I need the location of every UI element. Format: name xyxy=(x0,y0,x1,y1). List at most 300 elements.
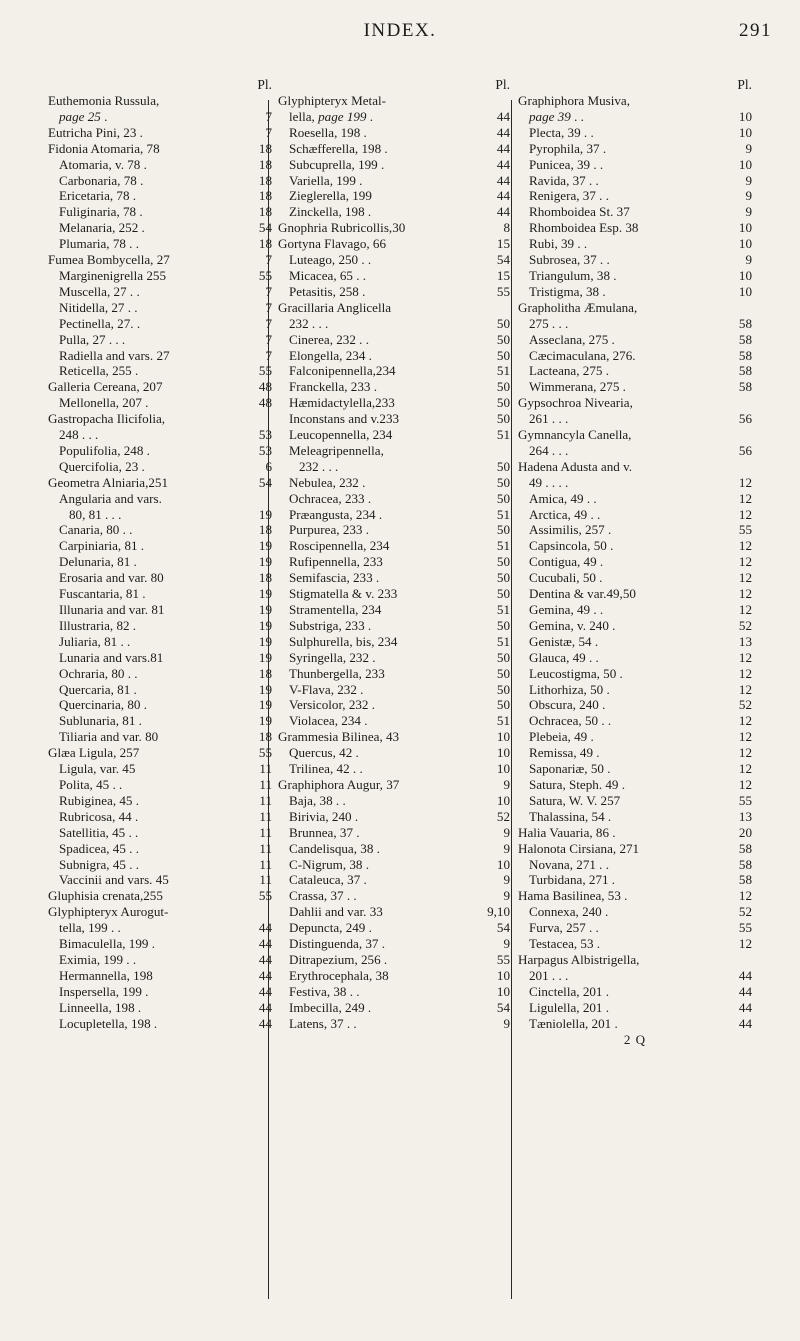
entry-text: Glæa Ligula, 257 xyxy=(48,745,140,761)
index-entry xyxy=(518,920,752,936)
index-entry xyxy=(518,348,752,364)
index-entry xyxy=(48,554,272,570)
plate-number: 52 xyxy=(738,904,752,920)
index-entry xyxy=(518,618,752,634)
plate-number: 50 xyxy=(496,617,510,633)
index-entry xyxy=(48,332,272,348)
index-entry xyxy=(518,888,752,904)
index-entry xyxy=(278,141,510,157)
index-entry xyxy=(518,204,752,220)
index-entry xyxy=(278,634,510,650)
index-entry xyxy=(48,586,272,602)
plate-number: 10 xyxy=(738,220,752,236)
plate-number: 9 xyxy=(503,872,510,888)
entry-text: Remissa, 49 . xyxy=(529,745,600,761)
entry-text: Lacteana, 275 . xyxy=(529,363,609,379)
index-entry xyxy=(518,141,752,157)
plate-number: 19 xyxy=(258,633,272,649)
entry-text: Cucubali, 50 . xyxy=(529,570,603,586)
entry-text: Satellitia, 45 . . xyxy=(59,824,139,840)
plate-number: 12 xyxy=(738,586,752,602)
index-entry xyxy=(278,395,510,411)
entry-text: Cinctella, 201 . xyxy=(529,983,610,999)
index-entry xyxy=(278,252,510,268)
index-entry xyxy=(48,713,272,729)
index-entry xyxy=(518,300,752,316)
running-head-title: INDEX. xyxy=(363,20,437,41)
plate-number: 55 xyxy=(258,745,272,761)
plate-number: 53 xyxy=(258,442,272,458)
plate-number: 12 xyxy=(738,474,752,490)
plate-number: 50 xyxy=(496,315,510,331)
index-entry xyxy=(48,188,272,204)
plate-number: 55 xyxy=(258,267,272,283)
plate-number: 19 xyxy=(258,554,272,570)
plate-number: 51 xyxy=(496,538,510,554)
index-entry xyxy=(48,173,272,189)
entry-text: page 25 . xyxy=(59,108,108,124)
entry-text: Quercus, 42 . xyxy=(289,745,359,761)
plate-number: 50 xyxy=(496,586,510,602)
entry-text: Ochraria, 80 . . xyxy=(59,665,138,681)
plate-number: 52 xyxy=(738,617,752,633)
plate-number: 55 xyxy=(738,792,752,808)
plate-number: 11 xyxy=(259,872,272,888)
entry-text: Spadicea, 45 . . xyxy=(59,840,139,856)
index-entry xyxy=(518,872,752,888)
plate-number: 44 xyxy=(738,1015,752,1031)
plate-number: 44 xyxy=(258,920,272,936)
entry-text: Grapholitha Æmulana, xyxy=(518,299,638,315)
index-entry xyxy=(48,348,272,364)
index-entry xyxy=(278,157,510,173)
index-entry xyxy=(48,427,272,443)
plate-number: 10 xyxy=(738,156,752,172)
plate-number: 9 xyxy=(503,776,510,792)
entry-text: Satura, W. V. 257 xyxy=(529,792,621,808)
entry-text: Asseclana, 275 . xyxy=(529,331,615,347)
index-entry xyxy=(278,284,510,300)
index-column-2 xyxy=(278,76,510,1341)
plate-number: 12 xyxy=(738,649,752,665)
index-entry xyxy=(48,666,272,682)
entry-text: Depuncta, 249 . xyxy=(289,920,372,936)
index-entry xyxy=(518,188,752,204)
index-entry xyxy=(518,809,752,825)
entry-text: Ravida, 37 . . xyxy=(529,172,599,188)
plate-number: 58 xyxy=(738,315,752,331)
plate-number: 50 xyxy=(496,411,510,427)
entry-text: Meleagripennella, xyxy=(289,442,384,458)
index-entry xyxy=(48,729,272,745)
index-entry xyxy=(48,825,272,841)
plate-number: 12 xyxy=(738,490,752,506)
index-entry xyxy=(48,697,272,713)
entry-text: Glyphipteryx Aurogut- xyxy=(48,904,169,920)
plate-number: 44 xyxy=(496,124,510,140)
entry-text: Subrosea, 37 . . xyxy=(529,252,610,268)
entry-text: Graphiphora Augur, 37 xyxy=(278,776,400,792)
plate-number: 44 xyxy=(258,951,272,967)
plate-number: 12 xyxy=(738,713,752,729)
plate-number: 50 xyxy=(496,665,510,681)
plate-column-heading: Pl. xyxy=(495,77,510,92)
plate-number: 7 xyxy=(265,347,272,363)
entry-text: Plecta, 39 . . xyxy=(529,124,594,140)
plate-number: 50 xyxy=(496,347,510,363)
plate-number: 10 xyxy=(738,108,752,124)
entry-text: Syringella, 232 . xyxy=(289,649,376,665)
plate-number: 54 xyxy=(496,999,510,1015)
index-entry xyxy=(518,332,752,348)
plate-number: 50 xyxy=(496,649,510,665)
plate-number: 54 xyxy=(258,220,272,236)
plate-number: 12 xyxy=(738,665,752,681)
index-entry xyxy=(518,936,752,952)
plate-number: 44 xyxy=(496,188,510,204)
index-entry xyxy=(518,1000,752,1016)
index-entry xyxy=(518,904,752,920)
entry-text: Novana, 271 . . xyxy=(529,856,610,872)
entry-text: Obscura, 240 . xyxy=(529,697,606,713)
plate-number: 55 xyxy=(496,283,510,299)
plate-number: 18 xyxy=(258,665,272,681)
entry-text: Tristigma, 38 . xyxy=(529,283,606,299)
index-entry xyxy=(48,904,272,920)
index-entry xyxy=(48,809,272,825)
entry-text: Leucopennella, 234 xyxy=(289,427,393,443)
plate-number: 44 xyxy=(496,172,510,188)
index-entry xyxy=(278,697,510,713)
index-entry xyxy=(48,459,272,475)
index-entry xyxy=(278,777,510,793)
index-entry xyxy=(278,268,510,284)
index-entry xyxy=(518,125,752,141)
entry-text: Gnophria Rubricollis,30 xyxy=(278,220,406,236)
plate-number: 55 xyxy=(738,920,752,936)
plate-number: 44 xyxy=(496,204,510,220)
plate-number: 18 xyxy=(258,522,272,538)
index-entry xyxy=(48,650,272,666)
plate-number: 7 xyxy=(265,252,272,268)
entry-text: Ligulella, 201 . xyxy=(529,999,610,1015)
plate-number: 44 xyxy=(738,967,752,983)
entry-text: Stigmatella & v. 233 xyxy=(289,586,398,602)
plate-number: 9 xyxy=(745,252,752,268)
index-entry xyxy=(518,268,752,284)
entry-text: Assimilis, 257 . xyxy=(529,522,612,538)
index-entry xyxy=(278,475,510,491)
index-entry xyxy=(278,109,510,125)
plate-number: 10 xyxy=(496,792,510,808)
index-entry xyxy=(48,634,272,650)
entry-text: Roesella, 198 . xyxy=(289,124,367,140)
entry-text: Thalassina, 54 . xyxy=(529,808,612,824)
index-entry xyxy=(518,586,752,602)
entry-text: Rhomboidea St. 37 xyxy=(529,204,630,220)
index-entry xyxy=(518,857,752,873)
entry-text: Pulla, 27 . . . xyxy=(59,331,126,347)
entry-text: Leucostigma, 50 . xyxy=(529,665,623,681)
entry-text: Inconstans and v.233 xyxy=(289,411,400,427)
entry-text: 232 . . . xyxy=(299,458,339,474)
index-entry xyxy=(48,984,272,1000)
plate-number: 55 xyxy=(496,951,510,967)
index-entry xyxy=(48,618,272,634)
plate-number: 7 xyxy=(265,315,272,331)
plate-number: 7 xyxy=(265,283,272,299)
entry-text: Triangulum, 38 . xyxy=(529,267,617,283)
plate-number: 56 xyxy=(738,411,752,427)
plate-number: 51 xyxy=(496,427,510,443)
plate-number: 50 xyxy=(496,570,510,586)
entry-text: Pyrophila, 37 . xyxy=(529,140,607,156)
entry-text: 261 . . . xyxy=(529,411,569,427)
index-entry xyxy=(48,952,272,968)
entry-text: Roscipennella, 234 xyxy=(289,538,390,554)
running-head xyxy=(0,20,800,44)
entry-text: Rubricosa, 44 . xyxy=(59,808,139,824)
index-entry xyxy=(48,522,272,538)
plate-number: 9,10 xyxy=(487,904,510,920)
index-entry xyxy=(518,236,752,252)
index-entry xyxy=(48,761,272,777)
plate-number: 18 xyxy=(258,204,272,220)
entry-text: Geometra Alniaria,251 xyxy=(48,474,168,490)
plate-number: 9 xyxy=(503,824,510,840)
entry-text: Eutricha Pini, 23 . xyxy=(48,124,143,140)
entry-text: Cataleuca, 37 . xyxy=(289,872,367,888)
index-entry xyxy=(278,522,510,538)
plate-number: 10 xyxy=(738,236,752,252)
entry-text: Bimaculella, 199 . xyxy=(59,936,155,952)
plate-number: 18 xyxy=(258,188,272,204)
entry-text: Violacea, 234 . xyxy=(289,713,368,729)
plate-number: 15 xyxy=(496,267,510,283)
entry-text: Hadena Adusta and v. xyxy=(518,458,633,474)
index-entry xyxy=(278,650,510,666)
entry-text: Ligula, var. 45 xyxy=(59,761,136,777)
entry-text: Præangusta, 234 . xyxy=(289,506,383,522)
plate-number: 55 xyxy=(258,363,272,379)
index-entry xyxy=(278,618,510,634)
entry-text: Fidonia Atomaria, 78 xyxy=(48,140,160,156)
index-entry xyxy=(278,713,510,729)
entry-text: C-Nigrum, 38 . xyxy=(289,856,370,872)
entry-text: Micacea, 65 . . xyxy=(289,267,367,283)
plate-number: 11 xyxy=(259,824,272,840)
index-entry xyxy=(518,952,752,968)
entry-text: Festiva, 38 . . xyxy=(289,983,360,999)
index-entry xyxy=(278,841,510,857)
plate-number: 53 xyxy=(258,427,272,443)
plate-number: 58 xyxy=(738,856,752,872)
index-entry xyxy=(48,968,272,984)
index-entry xyxy=(518,713,752,729)
index-entry xyxy=(278,857,510,873)
plate-number: 8 xyxy=(503,220,510,236)
plate-number: 19 xyxy=(258,697,272,713)
entry-text: Quercinaria, 80 . xyxy=(59,697,147,713)
plate-number: 9 xyxy=(745,140,752,156)
plate-number: 12 xyxy=(738,745,752,761)
entry-text: V-Flava, 232 . xyxy=(289,681,364,697)
index-entry xyxy=(48,872,272,888)
index-entry xyxy=(278,363,510,379)
index-entry xyxy=(518,650,752,666)
plate-number: 19 xyxy=(258,617,272,633)
entry-text: lella, page 199 . xyxy=(289,108,374,124)
index-entry xyxy=(278,507,510,523)
index-entry xyxy=(278,379,510,395)
entry-text: 232 . . . xyxy=(289,315,329,331)
plate-number: 19 xyxy=(258,602,272,617)
index-entry xyxy=(48,395,272,411)
index-entry xyxy=(278,125,510,141)
entry-text: Carpiniaria, 81 . xyxy=(59,538,145,554)
entry-text: Populifolia, 248 . xyxy=(59,442,150,458)
entry-text: Thunbergella, 233 xyxy=(289,665,385,681)
index-entry xyxy=(48,491,272,507)
entry-text: Illunaria and var. 81 xyxy=(59,602,165,617)
entry-text: Angularia and vars. xyxy=(59,490,162,506)
plate-number: 50 xyxy=(496,697,510,713)
entry-text: tella, 199 . . xyxy=(59,920,121,936)
plate-number: 11 xyxy=(259,761,272,777)
entry-text: Brunnea, 37 . xyxy=(289,824,360,840)
entry-text: Saponariæ, 50 . xyxy=(529,761,611,777)
index-entry xyxy=(518,157,752,173)
index-entry xyxy=(48,1000,272,1016)
entry-text: Tæniolella, 201 . xyxy=(529,1015,618,1031)
plate-number: 19 xyxy=(258,649,272,665)
entry-text: Tiliaria and var. 80 xyxy=(59,729,159,745)
plate-number: 12 xyxy=(738,554,752,570)
plate-number: 18 xyxy=(258,156,272,172)
entry-text: Vaccinii and vars. 45 xyxy=(59,872,169,888)
entry-text: Polita, 45 . . xyxy=(59,776,123,792)
index-entry xyxy=(278,872,510,888)
entry-text: Pectinella, 27. . xyxy=(59,315,141,331)
plate-number: 9 xyxy=(503,888,510,904)
index-entry xyxy=(278,968,510,984)
plate-number: 58 xyxy=(738,840,752,856)
index-entry xyxy=(278,236,510,252)
index-entry xyxy=(518,666,752,682)
plate-number: 50 xyxy=(496,554,510,570)
entry-text: Gracillaria Anglicella xyxy=(278,299,392,315)
entry-text: 201 . . . xyxy=(529,967,569,983)
entry-text: Falconipennella,234 xyxy=(289,363,396,379)
plate-number: 9 xyxy=(745,188,752,204)
plate-number: 10 xyxy=(496,745,510,761)
entry-text: Atomaria, v. 78 . xyxy=(59,156,147,172)
entry-text: 49 . . . . xyxy=(529,474,569,490)
index-entry xyxy=(48,157,272,173)
entry-text: Arctica, 49 . . xyxy=(529,506,601,522)
index-entry xyxy=(48,841,272,857)
plate-number: 12 xyxy=(738,761,752,777)
entry-text: Baja, 38 . . xyxy=(289,792,346,808)
index-entry xyxy=(48,236,272,252)
index-entry xyxy=(518,491,752,507)
plate-number: 54 xyxy=(496,920,510,936)
plate-number: 7 xyxy=(265,299,272,315)
plate-number: 44 xyxy=(258,1015,272,1031)
entry-text: Cæcimaculana, 276. xyxy=(529,347,636,363)
plate-number: 18 xyxy=(258,570,272,586)
index-entry xyxy=(518,841,752,857)
index-entry xyxy=(48,316,272,332)
plate-number: 50 xyxy=(496,331,510,347)
index-entry xyxy=(518,395,752,411)
index-entry xyxy=(278,729,510,745)
plate-number: 6 xyxy=(265,458,272,474)
entry-text: Linneella, 198 . xyxy=(59,999,142,1015)
entry-text: Trilinea, 42 . . xyxy=(289,761,363,777)
entry-text: Sulphurella, bis, 234 xyxy=(289,633,398,649)
index-entry xyxy=(518,411,752,427)
plate-number: 50 xyxy=(496,681,510,697)
plate-number: 55 xyxy=(258,888,272,904)
index-entry xyxy=(278,825,510,841)
plate-number: 50 xyxy=(496,458,510,474)
plate-number: 10 xyxy=(738,283,752,299)
entry-text: Illustraria, 82 . xyxy=(59,617,137,633)
index-entry xyxy=(48,888,272,904)
plate-number: 50 xyxy=(496,379,510,395)
plate-number: 12 xyxy=(738,506,752,522)
index-entry xyxy=(278,920,510,936)
plate-number: 52 xyxy=(738,697,752,713)
index-entry xyxy=(278,443,510,459)
entry-text: Rhomboidea Esp. 38 xyxy=(529,220,639,236)
index-entry xyxy=(278,220,510,236)
entry-text: Nebulea, 232 . xyxy=(289,474,366,490)
index-entry xyxy=(518,379,752,395)
plate-column-heading: Pl. xyxy=(257,77,272,92)
plate-number: 11 xyxy=(259,792,272,808)
entry-text: Contigua, 49 . xyxy=(529,554,604,570)
plate-number: 10 xyxy=(496,761,510,777)
entry-text: Ochracea, 233 . xyxy=(289,490,372,506)
index-entry xyxy=(518,443,752,459)
entry-text: Nitidella, 27 . . xyxy=(59,299,138,315)
entry-text: Testacea, 53 . xyxy=(529,936,601,952)
entry-text: Plebeia, 49 . xyxy=(529,729,594,745)
entry-text: Stramentella, 234 xyxy=(289,602,382,617)
index-entry xyxy=(48,268,272,284)
entry-text: Gortyna Flavago, 66 xyxy=(278,236,387,252)
plate-number: 52 xyxy=(496,808,510,824)
plate-number: 7 xyxy=(265,331,272,347)
plate-number: 44 xyxy=(496,108,510,124)
index-entry xyxy=(278,427,510,443)
index-entry xyxy=(518,109,752,125)
plate-number: 13 xyxy=(738,808,752,824)
index-entry xyxy=(518,220,752,236)
plate-number: 7 xyxy=(265,124,272,140)
plate-number: 18 xyxy=(258,172,272,188)
index-entry xyxy=(278,316,510,332)
plate-number: 11 xyxy=(259,808,272,824)
index-entry xyxy=(518,634,752,650)
plate-number: 44 xyxy=(496,140,510,156)
entry-text: Crassa, 37 . . xyxy=(289,888,357,904)
entry-text: Gemina, v. 240 . xyxy=(529,617,616,633)
entry-text: Capsincola, 50 . xyxy=(529,538,614,554)
plate-number: 54 xyxy=(258,474,272,490)
